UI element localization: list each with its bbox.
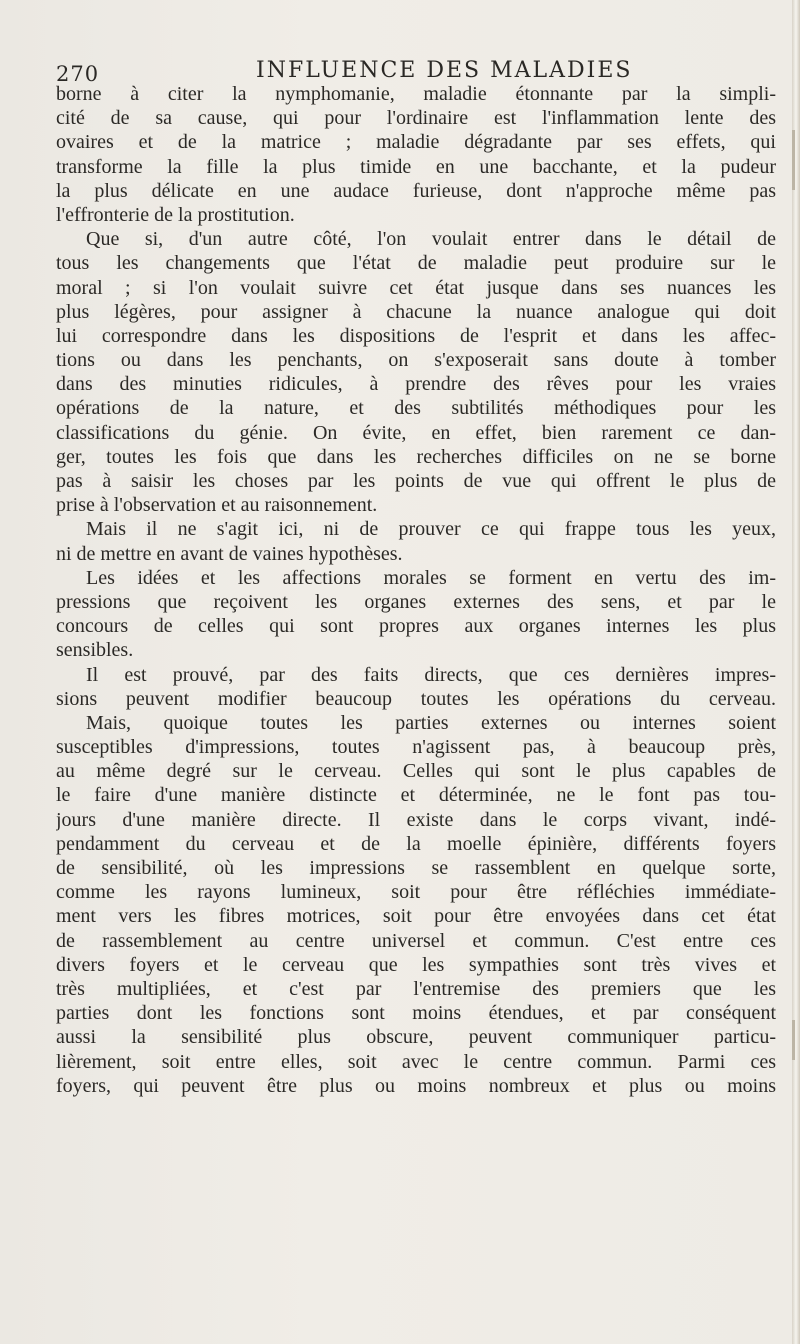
page-edge: [792, 0, 800, 1344]
text-line: pendamment du cerveau et de la moelle épinière, différents foyers: [56, 832, 776, 855]
text-line: comme les rayons lumineux, soit pour être réfléchies immédiate-: [56, 881, 776, 904]
text-line: jours d'une manière directe. Il existe dans le corps vivant, indé-: [56, 808, 776, 831]
text-line: borne à citer la nymphomanie, maladie étonnante par la simpli-: [56, 83, 776, 105]
text-line: très multipliées, et c'est par l'entremise des premiers que les: [56, 977, 776, 1000]
text-line: tous les changements que l'état de maladie peut produire sur le: [56, 252, 776, 275]
text-line: de sensibilité, où les impressions se rassemblent en quelque sorte,: [56, 857, 776, 879]
text-line: au même degré sur le cerveau. Celles qui sont le plus capables de: [56, 760, 776, 783]
text-line: sions peuvent modifier beaucoup toutes les opérations du cerveau.: [56, 687, 776, 710]
text-line: Les idées et les affections morales se forment en vertu des im-: [86, 566, 776, 589]
text-line: de rassemblement au centre universel et commun. C'est entre ces: [56, 929, 776, 952]
text-line: tions ou dans les penchants, on s'exposerait sans doute à tomber: [56, 349, 776, 372]
text-line: concours de celles qui sont propres aux organes internes les plus: [56, 615, 776, 638]
text-line: lui correspondre dans les dispositions de l'esprit et dans les affec-: [56, 324, 776, 347]
text-line: ger, toutes les fois que dans les recherches difficiles on ne se borne: [56, 445, 776, 468]
text-line: opérations de la nature, et des subtilités méthodiques pour les: [56, 397, 776, 420]
text-line: susceptibles d'impressions, toutes n'agissent pas, à beaucoup près,: [56, 736, 776, 759]
text-line: lièrement, soit entre elles, soit avec le centre commun. Parmi ces: [56, 1050, 776, 1073]
text-line: dans des minuties ridicules, à prendre des rêves pour les vraies: [56, 373, 776, 396]
page-edge-mark: [792, 1020, 795, 1060]
text-line: le faire d'une manière distincte et déterminée, ne le font pas tou-: [56, 784, 776, 807]
text-line: aussi la sensibilité plus obscure, peuvent communiquer particu-: [56, 1026, 776, 1049]
text-line: prise à l'observation et au raisonnement.: [56, 494, 378, 517]
text-line: ovaires et de la matrice ; maladie dégradante par ses effets, qui: [56, 131, 776, 154]
text-line: sensibles.: [56, 639, 134, 662]
text-line: parties dont les fonctions sont moins étendues, et par conséquent: [56, 1002, 776, 1025]
page-number: 270: [56, 62, 100, 86]
text-line: transforme la fille la plus timide en une bacchante, et la pudeur: [56, 155, 776, 178]
text-line: Il est prouvé, par des faits directs, que ces dernières impres-: [86, 663, 776, 686]
body-text: [56, 82, 776, 1098]
text-line: la plus délicate en une audace furieuse, dont n'approche même pas: [56, 179, 776, 202]
text-line: classifications du génie. On évite, en effet, bien rarement ce dan-: [56, 421, 776, 444]
text-line: ni de mettre en avant de vaines hypothèses.: [56, 542, 403, 565]
text-line: cité de sa cause, qui pour l'ordinaire est l'inflammation lente des: [56, 107, 776, 130]
page-edge-mark: [792, 130, 795, 190]
text-line: Mais, quoique toutes les parties externes ou internes soient: [86, 711, 776, 734]
text-line: plus légères, pour assigner à chacune la nuance analogue qui doit: [56, 300, 776, 323]
text-line: l'effronterie de la prostitution.: [56, 203, 295, 226]
running-head: INFLUENCE DES MALADIES: [256, 58, 633, 83]
text-line: Mais il ne s'agit ici, ni de prouver ce qui frappe tous les yeux,: [86, 518, 776, 541]
text-line: pas à saisir les choses par les points de vue qui offrent le plus de: [56, 470, 776, 492]
text-line: ment vers les fibres motrices, soit pour être envoyées dans cet état: [56, 905, 776, 928]
text-line: foyers, qui peuvent être plus ou moins nombreux et plus ou moins: [56, 1074, 776, 1097]
text-line: Que si, d'un autre côté, l'on voulait entrer dans le détail de: [86, 228, 776, 251]
text-line: moral ; si l'on voulait suivre cet état jusque dans ses nuances les: [56, 276, 776, 299]
text-line: divers foyers et le cerveau que les sympathies sont très vives et: [56, 953, 776, 976]
text-line: pressions que reçoivent les organes externes des sens, et par le: [56, 590, 776, 613]
